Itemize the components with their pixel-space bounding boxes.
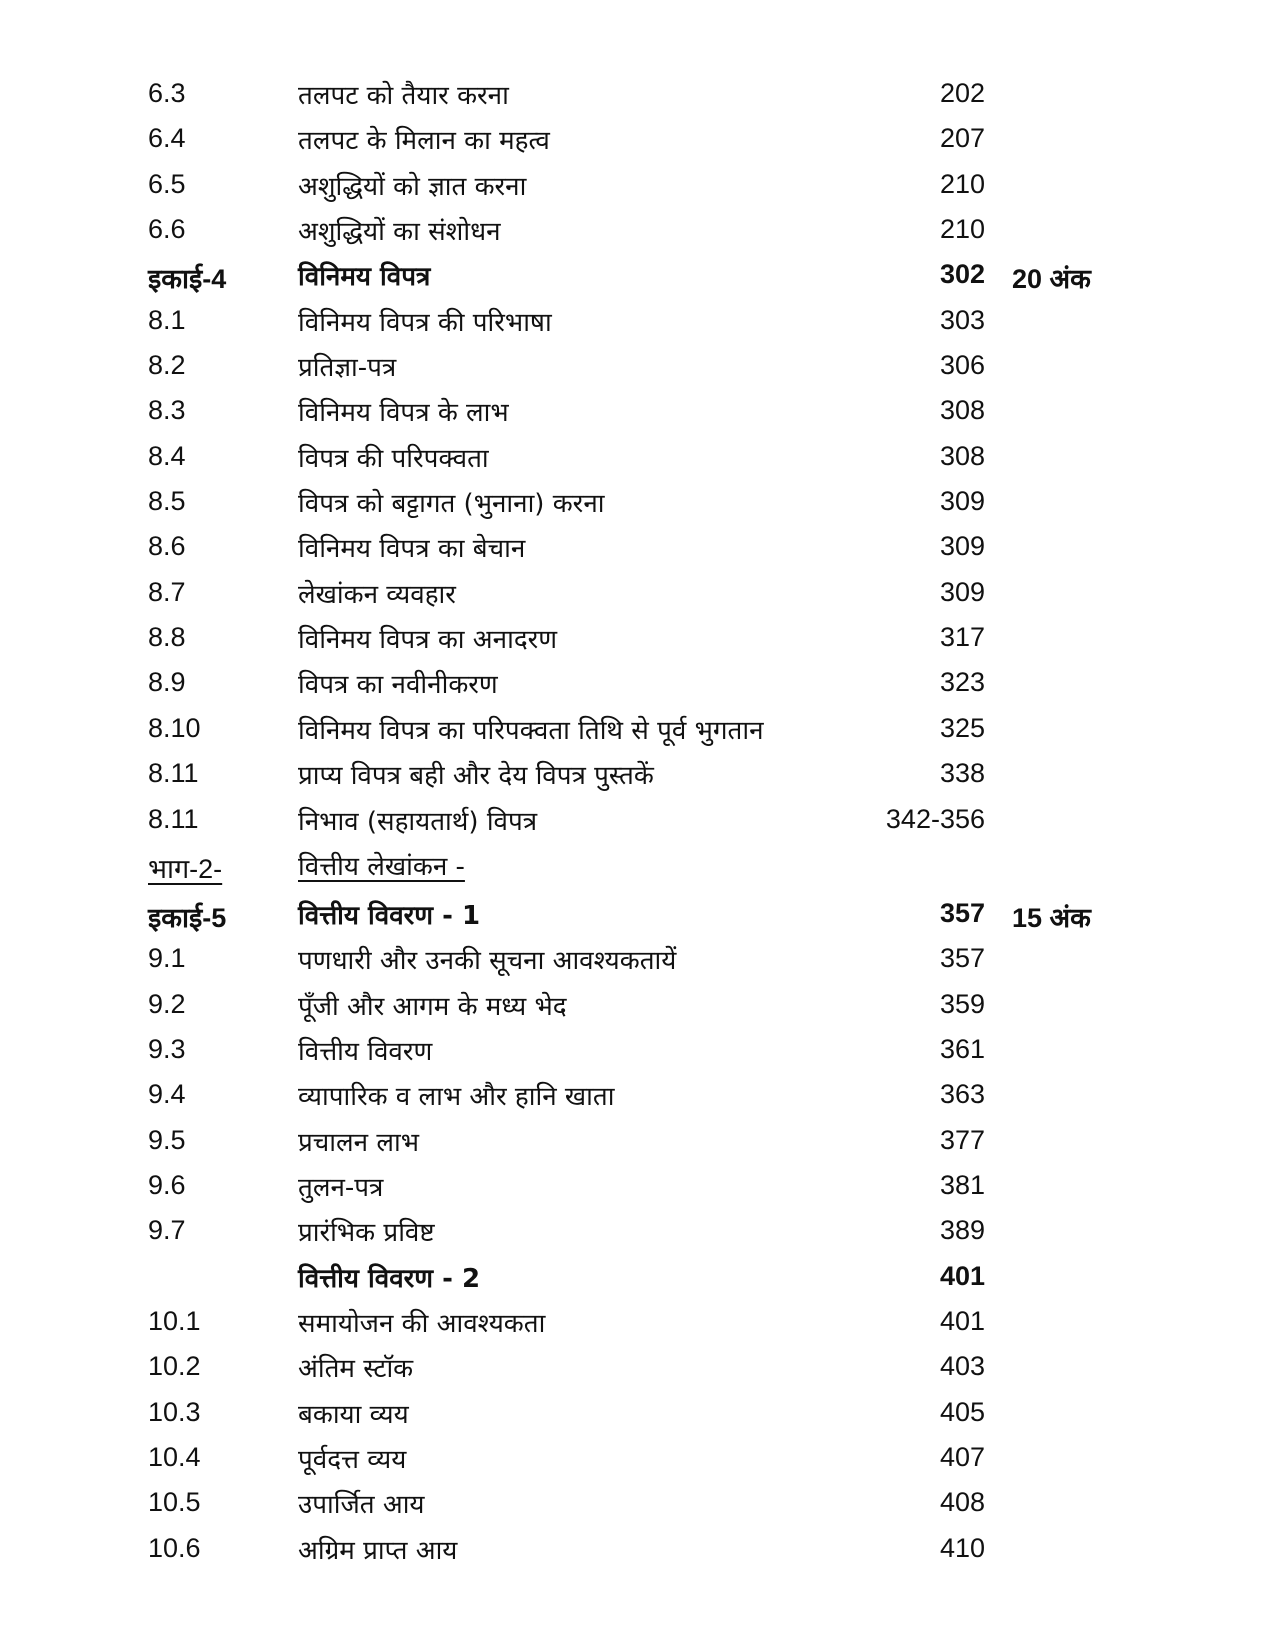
entry-number: भाग-2-	[148, 853, 223, 884]
entry-number: इकाई-4	[148, 264, 227, 295]
entry-number: 8.11	[148, 758, 199, 789]
entry-page: 306	[939, 350, 985, 381]
entry-number: 9.1	[148, 943, 186, 974]
entry-page: 202	[939, 78, 985, 108]
entry-title: विपत्र को बट्टागत (भुनाना) करना	[298, 489, 605, 520]
toc-entry	[0, 297, 1275, 342]
toc-entry	[0, 1026, 1275, 1071]
entry-title: समायोजन की आवश्यकता	[298, 1308, 546, 1339]
entry-page: 405	[939, 1396, 985, 1427]
entry-number: 9.2	[148, 988, 186, 1019]
entry-page: 377	[939, 1124, 985, 1155]
toc-entry	[0, 796, 1275, 841]
entry-number: 8.6	[148, 531, 186, 562]
entry-number: 10.4	[148, 1441, 201, 1472]
entry-number: 8.5	[148, 486, 186, 517]
entry-page: 342-356	[885, 803, 985, 834]
entry-title: विनिमय विपत्र का अनादरण	[298, 625, 558, 656]
entry-title: पूर्वदत्त व्यय	[298, 1444, 407, 1475]
entry-title: अशुद्धियों का संशोधन	[298, 217, 501, 248]
entry-title: विपत्र की परिपक्वता	[298, 443, 489, 474]
toc-entry	[0, 206, 1275, 251]
entry-page: 407	[939, 1441, 985, 1472]
entry-number: 9.6	[148, 1169, 186, 1200]
entry-page: 357	[939, 897, 985, 928]
entry-marks: 20 अंक	[1012, 264, 1091, 295]
toc-entry	[0, 342, 1275, 387]
entry-title: विनिमय विपत्र की परिभाषा	[298, 307, 552, 338]
entry-page: 389	[939, 1215, 985, 1246]
entry-number: 10.1	[148, 1305, 201, 1336]
entry-number: 9.3	[148, 1033, 186, 1064]
entry-title: बकाया व्यय	[298, 1399, 409, 1430]
section-heading	[0, 841, 1275, 890]
entry-number: 8.3	[148, 395, 186, 426]
entry-page: 357	[939, 943, 985, 974]
toc-entry	[0, 1071, 1275, 1116]
toc-entry	[0, 433, 1275, 478]
entry-title: विनिमय विपत्र का बेचान	[298, 534, 526, 565]
entry-title: विनिमय विपत्र के लाभ	[298, 398, 509, 429]
toc-entry	[0, 161, 1275, 206]
entry-title: पणधारी और उनकी सूचना आवश्यकतायें	[298, 946, 677, 977]
entry-page: 338	[939, 758, 985, 789]
entry-number: 10.6	[148, 1532, 201, 1563]
entry-number: 10.3	[148, 1396, 201, 1427]
toc-entry	[0, 1479, 1275, 1524]
toc-entry	[0, 478, 1275, 523]
toc-entry	[0, 705, 1275, 750]
entry-page: 210	[939, 168, 985, 199]
toc-entry	[0, 1343, 1275, 1388]
entry-title: वित्तीय विवरण - 1	[298, 900, 481, 931]
entry-page: 303	[939, 304, 985, 335]
entry-page: 309	[939, 531, 985, 562]
entry-page: 403	[939, 1351, 985, 1382]
entry-title: तलपट के मिलान का महत्व	[298, 126, 550, 157]
entry-title: अशुद्धियों को ज्ञात करना	[298, 171, 527, 202]
entry-number: 8.8	[148, 622, 186, 653]
entry-number: 9.4	[148, 1079, 186, 1110]
toc-entry	[0, 523, 1275, 568]
entry-page: 325	[939, 712, 985, 743]
toc-entry	[0, 1434, 1275, 1479]
entry-title: निभाव (सहायतार्थ) विपत्र	[298, 806, 538, 837]
entry-page: 361	[939, 1033, 985, 1064]
entry-title: उपार्जित आय	[298, 1490, 425, 1521]
toc-entry	[0, 1389, 1275, 1434]
entry-page: 309	[939, 576, 985, 607]
entry-title: विनिमय विपत्र	[298, 262, 431, 293]
toc-entry	[0, 935, 1275, 980]
entry-number: 10.2	[148, 1351, 201, 1382]
entry-number: 6.5	[148, 168, 186, 199]
entry-number: 10.5	[148, 1487, 201, 1518]
entry-title: पूँजी और आगम के मध्य भेद	[298, 991, 567, 1022]
entry-number: 8.2	[148, 350, 186, 381]
entry-number: 9.7	[148, 1215, 186, 1246]
entry-number: 6.3	[148, 78, 186, 108]
toc-entry	[0, 614, 1275, 659]
entry-title: प्रतिज्ञा-पत्र	[298, 353, 397, 384]
toc-entry	[0, 70, 1275, 115]
entry-title: वित्तीय विवरण	[298, 1036, 433, 1067]
entry-page: 381	[939, 1169, 985, 1200]
entry-page: 309	[939, 486, 985, 517]
entry-number: 8.1	[148, 304, 186, 335]
toc-entry	[0, 115, 1275, 160]
entry-title: वित्तीय लेखांकन -	[298, 851, 465, 882]
entry-title: प्रारंभिक प्रविष्ट	[298, 1218, 435, 1249]
entry-page: 308	[939, 440, 985, 471]
entry-page: 401	[939, 1260, 985, 1291]
unit-heading	[0, 251, 1275, 296]
entry-title: अंतिम स्टॉक	[298, 1354, 414, 1385]
entry-page: 317	[939, 622, 985, 653]
entry-number: 8.10	[148, 712, 201, 743]
entry-page: 363	[939, 1079, 985, 1110]
entry-number: इकाई-5	[148, 902, 227, 933]
entry-number: 6.6	[148, 214, 186, 245]
entry-page: 410	[939, 1532, 985, 1563]
toc-entry	[0, 1525, 1275, 1570]
entry-title: व्यापारिक व लाभ और हानि खाता	[298, 1082, 615, 1113]
entry-title: लेखांकन व्यवहार	[298, 579, 456, 610]
entry-title: अग्रिम प्राप्त आय	[298, 1535, 458, 1566]
entry-title: तलपट को तैयार करना	[298, 81, 509, 111]
toc-entry	[0, 1207, 1275, 1252]
entry-page: 359	[939, 988, 985, 1019]
toc-entry	[0, 750, 1275, 795]
unit-heading	[0, 1253, 1275, 1298]
toc-entry	[0, 1162, 1275, 1207]
entry-title: विपत्र का नवीनीकरण	[298, 670, 498, 701]
entry-title: वित्तीय विवरण - 2	[298, 1263, 481, 1294]
entry-number: 9.5	[148, 1124, 186, 1155]
entry-page: 401	[939, 1305, 985, 1336]
entry-marks: 15 अंक	[1012, 902, 1091, 933]
entry-number: 8.9	[148, 667, 186, 698]
toc-entry	[0, 387, 1275, 432]
entry-title: प्रचालन लाभ	[298, 1127, 420, 1158]
entry-number: 6.4	[148, 123, 186, 154]
entry-page: 210	[939, 214, 985, 245]
toc-entry	[0, 981, 1275, 1026]
entry-title: प्राप्य विपत्र बही और देय विपत्र पुस्तकें	[298, 761, 654, 792]
unit-heading	[0, 890, 1275, 935]
toc-entry	[0, 1117, 1275, 1162]
entry-number: 8.11	[148, 803, 199, 834]
toc-entry	[0, 1298, 1275, 1343]
entry-number: 8.4	[148, 440, 186, 471]
entry-number: 8.7	[148, 576, 186, 607]
entry-page: 308	[939, 395, 985, 426]
toc-entry	[0, 659, 1275, 704]
entry-title: विनिमय विपत्र का परिपक्वता तिथि से पूर्व भुगतान	[298, 715, 764, 746]
table-of-contents	[0, 70, 1275, 1570]
entry-page: 408	[939, 1487, 985, 1518]
entry-page: 302	[939, 259, 985, 290]
entry-title: तुलन-पत्र	[298, 1172, 384, 1203]
entry-page: 323	[939, 667, 985, 698]
toc-entry	[0, 569, 1275, 614]
entry-page: 207	[939, 123, 985, 154]
